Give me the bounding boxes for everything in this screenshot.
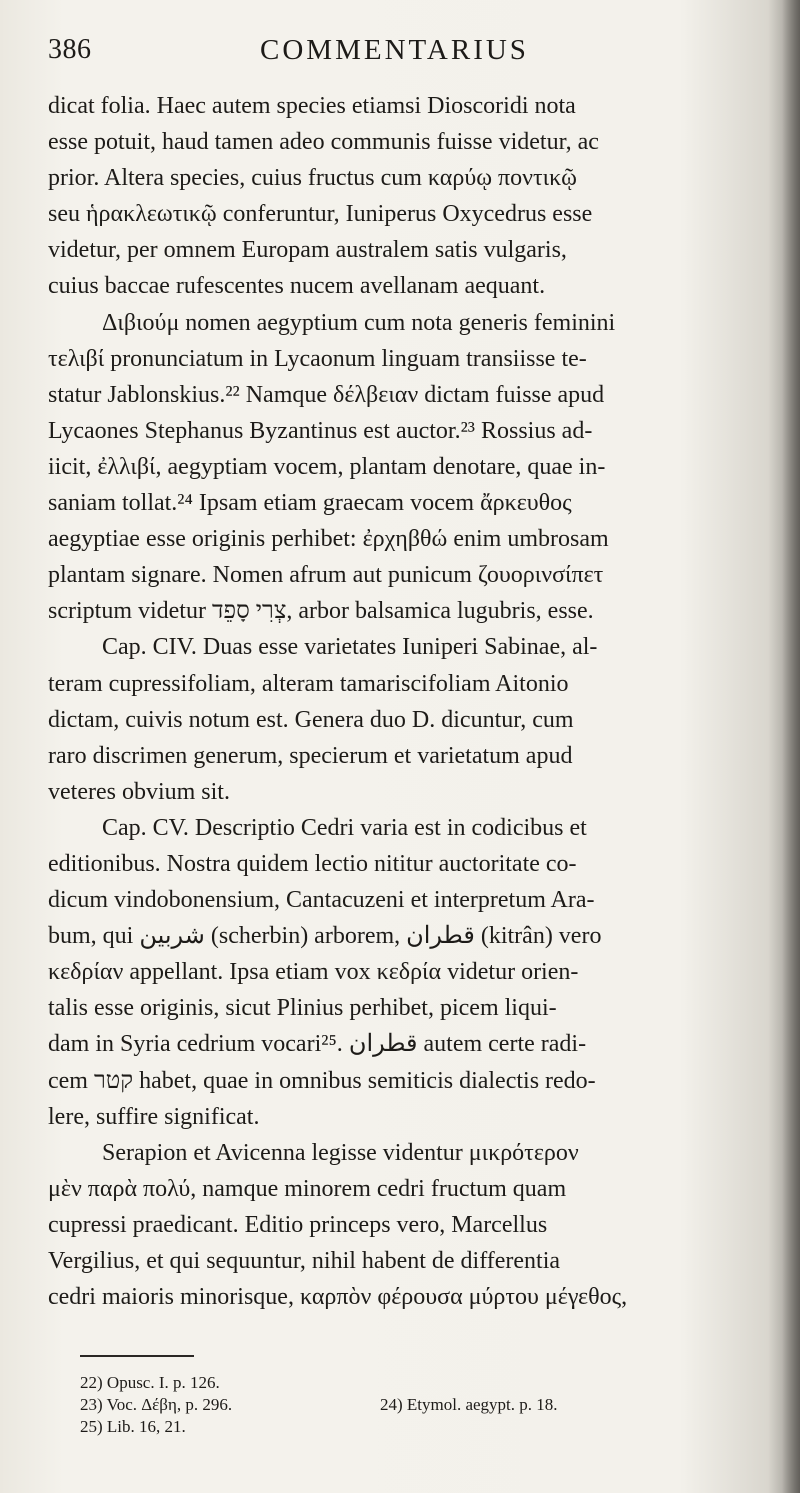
footnote-rule xyxy=(80,1355,194,1357)
text-line: esse potuit, haud tamen adeo communis fuisse videtur, ac xyxy=(48,129,599,156)
text-line: cem קטר habet, quae in omnibus semiticis dialectis redo- xyxy=(48,1067,596,1094)
text-line: cuius baccae rufescentes nucem avellanam aequant. xyxy=(48,273,546,300)
text-line: dictam, cuivis notum est. Genera duo D. dicuntur, cum xyxy=(48,706,574,733)
text-line: Cap. CV. Descriptio Cedri varia est in codicibus et xyxy=(102,814,587,841)
text-line: bum, qui شربين (scherbin) arborem, قطران (kitrân) vero xyxy=(48,923,602,950)
text-line: statur Jablonskius.²² Namque δέλβειαν dictam fuisse apud xyxy=(48,381,605,408)
text-line: teram cupressifoliam, alteram tamariscifoliam Aitonio xyxy=(48,670,569,697)
text-line: κεδρίαν appellant. Ipsa etiam vox κεδρία videtur orien- xyxy=(48,959,579,986)
text-line: Serapion et Avicenna legisse videntur μικρότερον xyxy=(102,1139,579,1166)
text-line: iicit, ἐλλιβί, aegyptiam vocem, plantam denotare, quae in- xyxy=(48,453,606,480)
text-line: seu ἡρακλεωτικῷ conferuntur, Iuniperus Oxycedrus esse xyxy=(48,201,593,228)
text-line: scriptum videtur צְרִי סָפֵד, arbor balsamica lugubris, esse. xyxy=(48,598,594,625)
text-line: videtur, per omnem Europam australem satis vulgaris, xyxy=(48,237,567,264)
footnote-23: 23) Voc. Δέβη, p. 296. xyxy=(80,1395,233,1414)
text-line: Lycaones Stephanus Byzantinus est auctor.²³ Rossius ad- xyxy=(48,417,593,444)
text-line: lere, suffire significat. xyxy=(48,1103,260,1130)
text-line: plantam signare. Nomen afrum aut punicum ζουορινσίπετ xyxy=(48,562,604,589)
text-line: dicat folia. Haec autem species etiamsi Dioscoridi nota xyxy=(48,93,576,119)
footnote-24: 24) Etymol. aegypt. p. 18. xyxy=(380,1395,558,1414)
text-line: prior. Altera species, cuius fructus cum καρύῳ ποντικῷ xyxy=(48,165,577,192)
text-line: saniam tollat.²⁴ Ipsam etiam graecam vocem ἄρκευθος xyxy=(48,490,572,517)
text-line: aegyptiae esse originis perhibet: ἐρχηβθώ enim umbrosam xyxy=(48,526,609,553)
text-line: veteres obvium sit. xyxy=(48,778,230,805)
text-line: talis esse originis, sicut Plinius perhibet, picem liqui- xyxy=(48,995,557,1022)
footnote-row xyxy=(80,1372,680,1394)
text-line: Vergilius, et qui sequuntur, nihil habent de differentia xyxy=(48,1248,561,1274)
text-line: Cap. CIV. Duas esse varietates Iuniperi Sabinae, al- xyxy=(102,634,598,661)
running-head: COMMENTARIUS xyxy=(260,34,529,66)
page-edge-shadow xyxy=(782,0,800,1493)
footnote-row xyxy=(80,1394,680,1416)
text-line: raro discrimen generum, specierum et varietatum apud xyxy=(48,742,573,769)
page-number: 386 xyxy=(48,34,92,65)
text-line: dam in Syria cedrium vocari²⁵. قطران autem certe radi- xyxy=(48,1031,587,1058)
text-line: τελιβί pronunciatum in Lycaonum linguam transiisse te- xyxy=(48,345,587,372)
footnotes xyxy=(80,1372,680,1438)
footnote-25: 25) Lib. 16, 21. xyxy=(80,1417,186,1436)
page-header xyxy=(48,34,758,74)
footnote-row xyxy=(80,1416,680,1438)
body-text xyxy=(48,88,760,1315)
text-line: editionibus. Nostra quidem lectio nititur auctoritate co- xyxy=(48,850,577,877)
text-line: cedri maioris minorisque, καρπὸν φέρουσα μύρτου μέγεθος, xyxy=(48,1284,628,1311)
footnote-22: 22) Opusc. I. p. 126. xyxy=(80,1373,220,1392)
text-line: cupressi praedicant. Editio princeps vero, Marcellus xyxy=(48,1211,548,1238)
text-line: μὲν παρὰ πολύ, namque minorem cedri fructum quam xyxy=(48,1175,567,1202)
text-line: dicum vindobonensium, Cantacuzeni et interpretum Ara- xyxy=(48,887,595,914)
text-line: Διβιούμ nomen aegyptium cum nota generis feminini xyxy=(102,309,616,336)
